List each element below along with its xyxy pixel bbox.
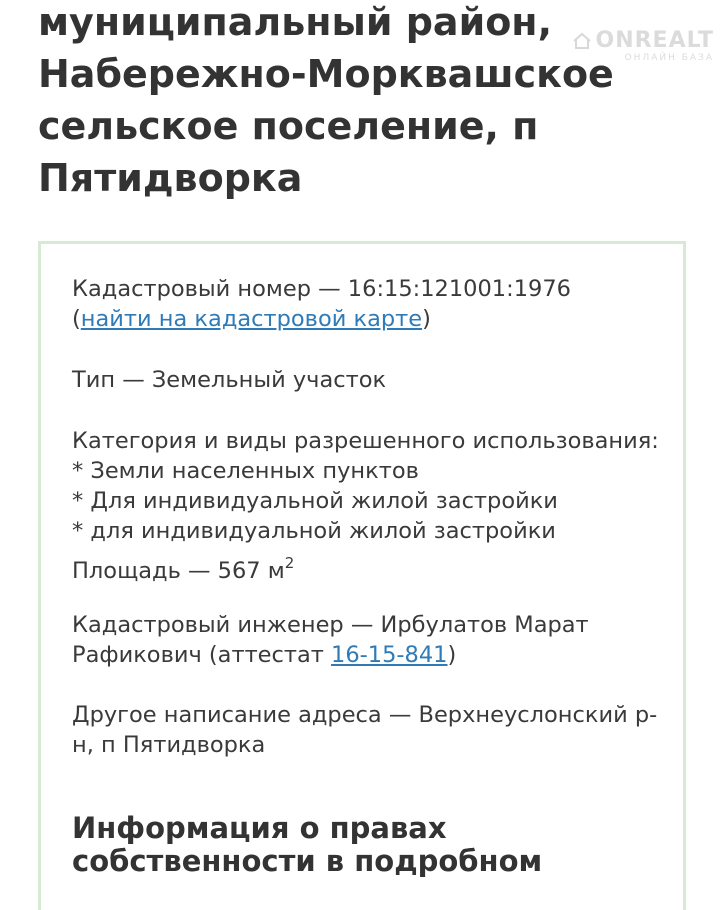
cadastral-engineer xyxy=(72,610,672,670)
paren-close: ) xyxy=(422,306,431,332)
card-body xyxy=(72,274,672,878)
cadastral-number xyxy=(72,274,672,334)
cadastral-number-text: Кадастровый номер — 16:15:121001:1976 xyxy=(72,276,571,302)
category-label: Категория и виды разрешенного использования: xyxy=(72,428,659,454)
area-superscript: 2 xyxy=(284,553,295,572)
engineer-text: Кадастровый инженер — Ирбулатов Марат Рафикович (аттестат xyxy=(72,612,589,668)
paren-close: ) xyxy=(447,642,457,668)
page-title: муниципальный район, Набережно-Морквашское сельское поселение, п Пятидворка xyxy=(38,0,614,200)
category-block xyxy=(72,426,672,546)
area xyxy=(72,553,672,586)
category-item: * для индивидуальной жилой застройки xyxy=(72,518,556,544)
property-type: Тип — Земельный участок xyxy=(72,367,387,393)
cadastral-map-link[interactable]: найти на кадастровой карте xyxy=(80,306,423,332)
watermark-text: ONREALT xyxy=(595,28,714,53)
area-text: Площадь — 567 м xyxy=(72,558,285,584)
paren-open: ( xyxy=(72,306,81,332)
site-watermark xyxy=(572,30,715,64)
property-info-card xyxy=(38,241,686,910)
rights-info-heading: Информация о правах собственности в подробном xyxy=(72,811,543,878)
category-item: * Для индивидуальной жилой застройки xyxy=(72,488,558,514)
watermark-subtext: ОНЛАЙН БАЗА xyxy=(624,53,714,63)
category-item: * Земли населенных пунктов xyxy=(72,458,419,484)
alternate-address: Другое написание адреса — Верхнеуслонский р-н, п Пятидворка xyxy=(72,702,658,758)
certificate-link[interactable]: 16-15-841 xyxy=(331,642,448,668)
house-icon xyxy=(572,32,592,50)
